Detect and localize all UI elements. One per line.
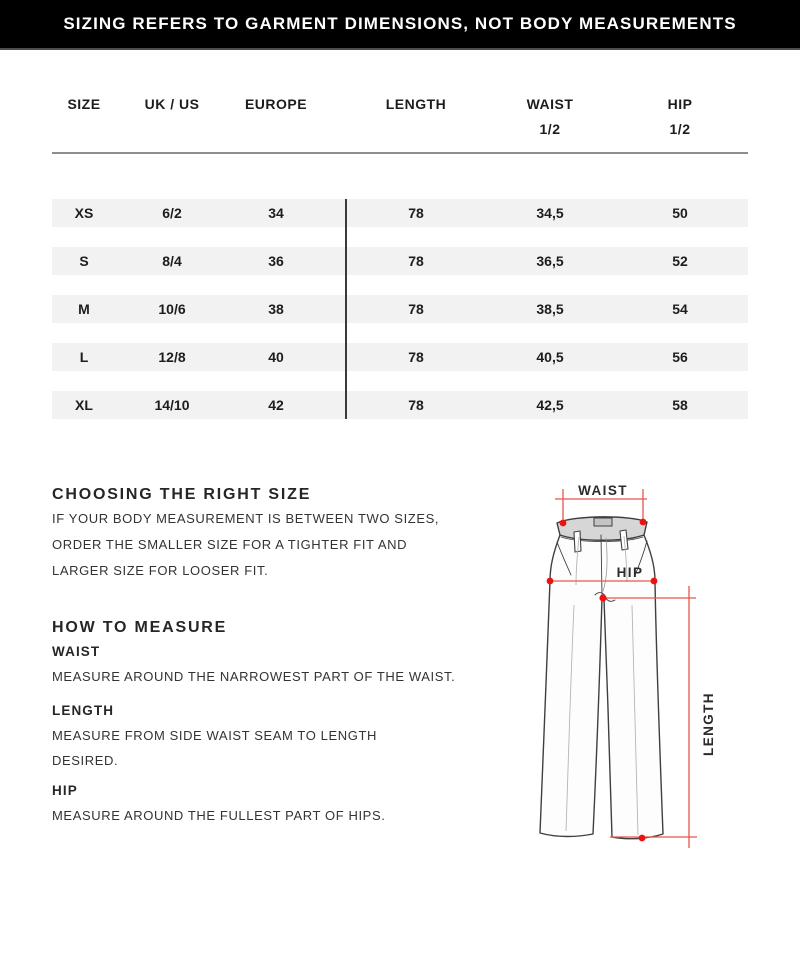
cell-hip: 58 [672, 397, 688, 413]
cell-ukus: 12/8 [158, 349, 186, 365]
choosing-size-text [52, 506, 439, 584]
diagram-length-label: LENGTH [701, 692, 716, 756]
waistband-label-patch [594, 518, 612, 526]
text-line: ORDER THE SMALLER SIZE FOR A TIGHTER FIT AND [52, 537, 408, 552]
how-to-measure-title: HOW TO MEASURE [52, 619, 228, 637]
column-header-europe: EUROPE [244, 96, 308, 112]
size-table-header [52, 92, 748, 150]
text-line: IF YOUR BODY MEASUREMENT IS BETWEEN TWO SIZES, [52, 511, 440, 526]
cell-europe: 36 [268, 253, 284, 269]
table-row-xs [52, 199, 748, 227]
text-line: DESIRED. [52, 753, 119, 768]
disclaimer-text: SIZING REFERS TO GARMENT DIMENSIONS, NOT BODY MEASUREMENTS [63, 14, 737, 33]
diagram-waist-label: WAIST [578, 483, 628, 498]
cell-waist: 36,5 [536, 253, 564, 269]
cell-size: L [79, 349, 89, 365]
cell-size: XS [74, 205, 94, 221]
cell-size: XL [75, 397, 93, 413]
cell-size: S [79, 253, 89, 269]
pants-outline [540, 517, 663, 839]
cell-ukus: 8/4 [162, 253, 182, 269]
pants-diagram [500, 465, 740, 865]
diagram-hip-label: HIP [616, 565, 644, 580]
cell-size: M [78, 301, 90, 317]
cell-europe: 40 [268, 349, 284, 365]
column-header-hip: HIP 1/2 [667, 96, 693, 137]
disclaimer-banner [0, 0, 800, 50]
cell-europe: 42 [268, 397, 284, 413]
cell-length: 78 [408, 301, 424, 317]
cell-hip: 54 [672, 301, 688, 317]
header-divider-line [52, 152, 748, 154]
text-line: LARGER SIZE FOR LOOSER FIT. [52, 563, 269, 578]
text-line: MEASURE FROM SIDE WAIST SEAM TO LENGTH [52, 728, 377, 743]
table-row-m [52, 295, 748, 323]
column-header-size: SIZE [67, 96, 101, 112]
table-row-s [52, 247, 748, 275]
cell-hip: 52 [672, 253, 688, 269]
cell-waist: 40,5 [536, 349, 564, 365]
measure-label: HIP [52, 783, 78, 798]
cell-length: 78 [408, 397, 424, 413]
choosing-size-title: CHOOSING THE RIGHT SIZE [52, 486, 312, 504]
cell-ukus: 10/6 [158, 301, 186, 317]
table-row-xl [52, 391, 748, 419]
table-vertical-divider [345, 199, 347, 419]
cell-length: 78 [408, 253, 424, 269]
table-row-l [52, 343, 748, 371]
cell-waist: 34,5 [536, 205, 564, 221]
cell-waist: 38,5 [536, 301, 564, 317]
cell-waist: 42,5 [536, 397, 564, 413]
column-header-waist: WAIST 1/2 [526, 96, 574, 137]
measure-label: WAIST [52, 644, 101, 659]
cell-length: 78 [408, 205, 424, 221]
measure-label: LENGTH [52, 703, 115, 718]
measure-item-waist [52, 644, 455, 689]
cell-length: 78 [408, 349, 424, 365]
measure-item-length [52, 703, 377, 773]
cell-hip: 50 [672, 205, 688, 221]
cell-hip: 56 [672, 349, 688, 365]
column-header-length: LENGTH [385, 96, 447, 112]
text-line: MEASURE AROUND THE NARROWEST PART OF THE WAIST. [52, 669, 456, 684]
measure-item-hip [52, 783, 385, 828]
cell-ukus: 6/2 [162, 205, 182, 221]
cell-ukus: 14/10 [154, 397, 190, 413]
cell-europe: 34 [268, 205, 284, 221]
cell-europe: 38 [268, 301, 284, 317]
column-header-ukus: UK / US [144, 96, 200, 112]
text-line: MEASURE AROUND THE FULLEST PART OF HIPS. [52, 808, 386, 823]
